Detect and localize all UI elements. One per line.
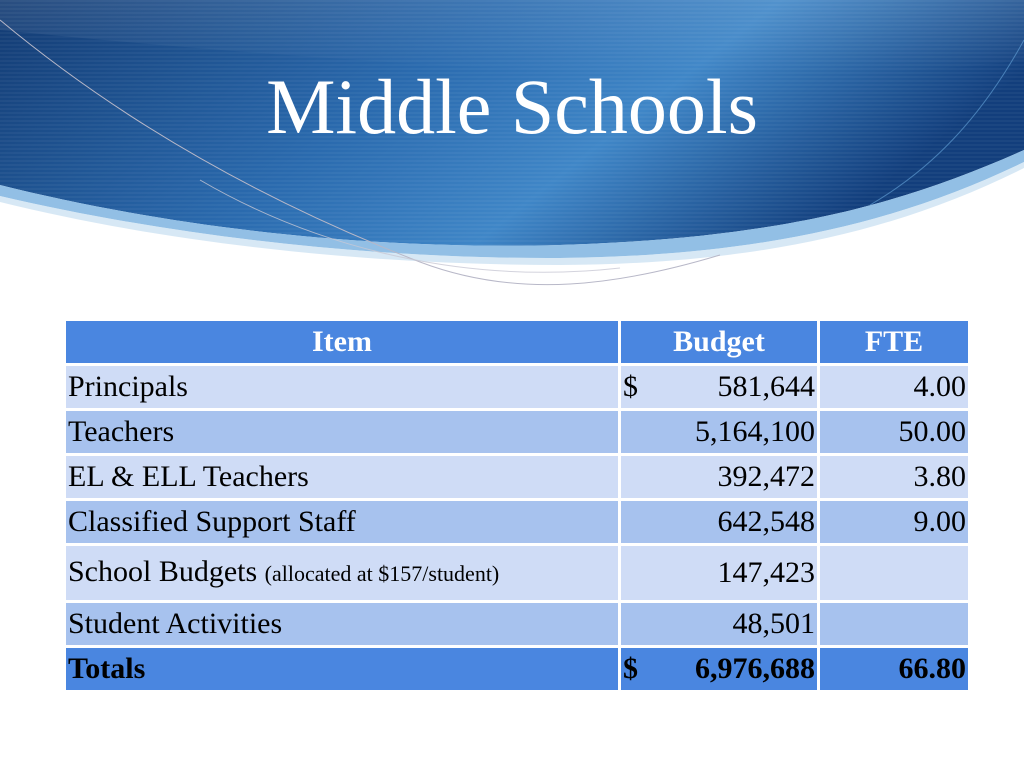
- table-header-row: [66, 321, 968, 363]
- totals-budget-value: 6,976,688: [695, 652, 815, 685]
- table-row: [66, 456, 968, 498]
- budget-table: [63, 318, 971, 693]
- row-item-label: Teachers: [66, 411, 618, 453]
- row-fte-value: [820, 603, 968, 645]
- row-budget-value: 642,548: [621, 501, 817, 543]
- column-header-item: Item: [66, 321, 618, 363]
- row-item-label: Classified Support Staff: [66, 501, 618, 543]
- table-row: [66, 546, 968, 600]
- row-fte-value: [820, 546, 968, 600]
- row-budget-value: 147,423: [621, 546, 817, 600]
- row-budget-value: 48,501: [621, 603, 817, 645]
- row-budget-value: 392,472: [621, 456, 817, 498]
- table-row: [66, 501, 968, 543]
- slide-title: Middle Schools: [266, 63, 758, 150]
- row-item-note: (allocated at $157/student): [264, 561, 500, 586]
- row-fte-value: 3.80: [820, 456, 968, 498]
- row-item-cell: [66, 546, 618, 600]
- row-item-label: School Budgets: [68, 555, 258, 588]
- column-header-budget: Budget: [621, 321, 817, 363]
- row-budget-value: 581,644: [717, 370, 815, 403]
- row-fte-value: 9.00: [820, 501, 968, 543]
- table-row: [66, 411, 968, 453]
- currency-symbol: $: [623, 370, 638, 403]
- row-item-label: Student Activities: [66, 603, 618, 645]
- totals-fte-value: 66.80: [820, 648, 968, 690]
- row-item-label: Principals: [66, 366, 618, 408]
- table-row: [66, 366, 968, 408]
- column-header-fte: FTE: [820, 321, 968, 363]
- row-budget-cell: [621, 366, 817, 408]
- currency-symbol: $: [623, 652, 638, 685]
- row-budget-value: 5,164,100: [621, 411, 817, 453]
- row-item-label: EL & ELL Teachers: [66, 456, 618, 498]
- totals-row: [66, 648, 968, 690]
- totals-label: Totals: [66, 648, 618, 690]
- table-row: [66, 603, 968, 645]
- totals-budget-cell: [621, 648, 817, 690]
- row-fte-value: 50.00: [820, 411, 968, 453]
- row-fte-value: 4.00: [820, 366, 968, 408]
